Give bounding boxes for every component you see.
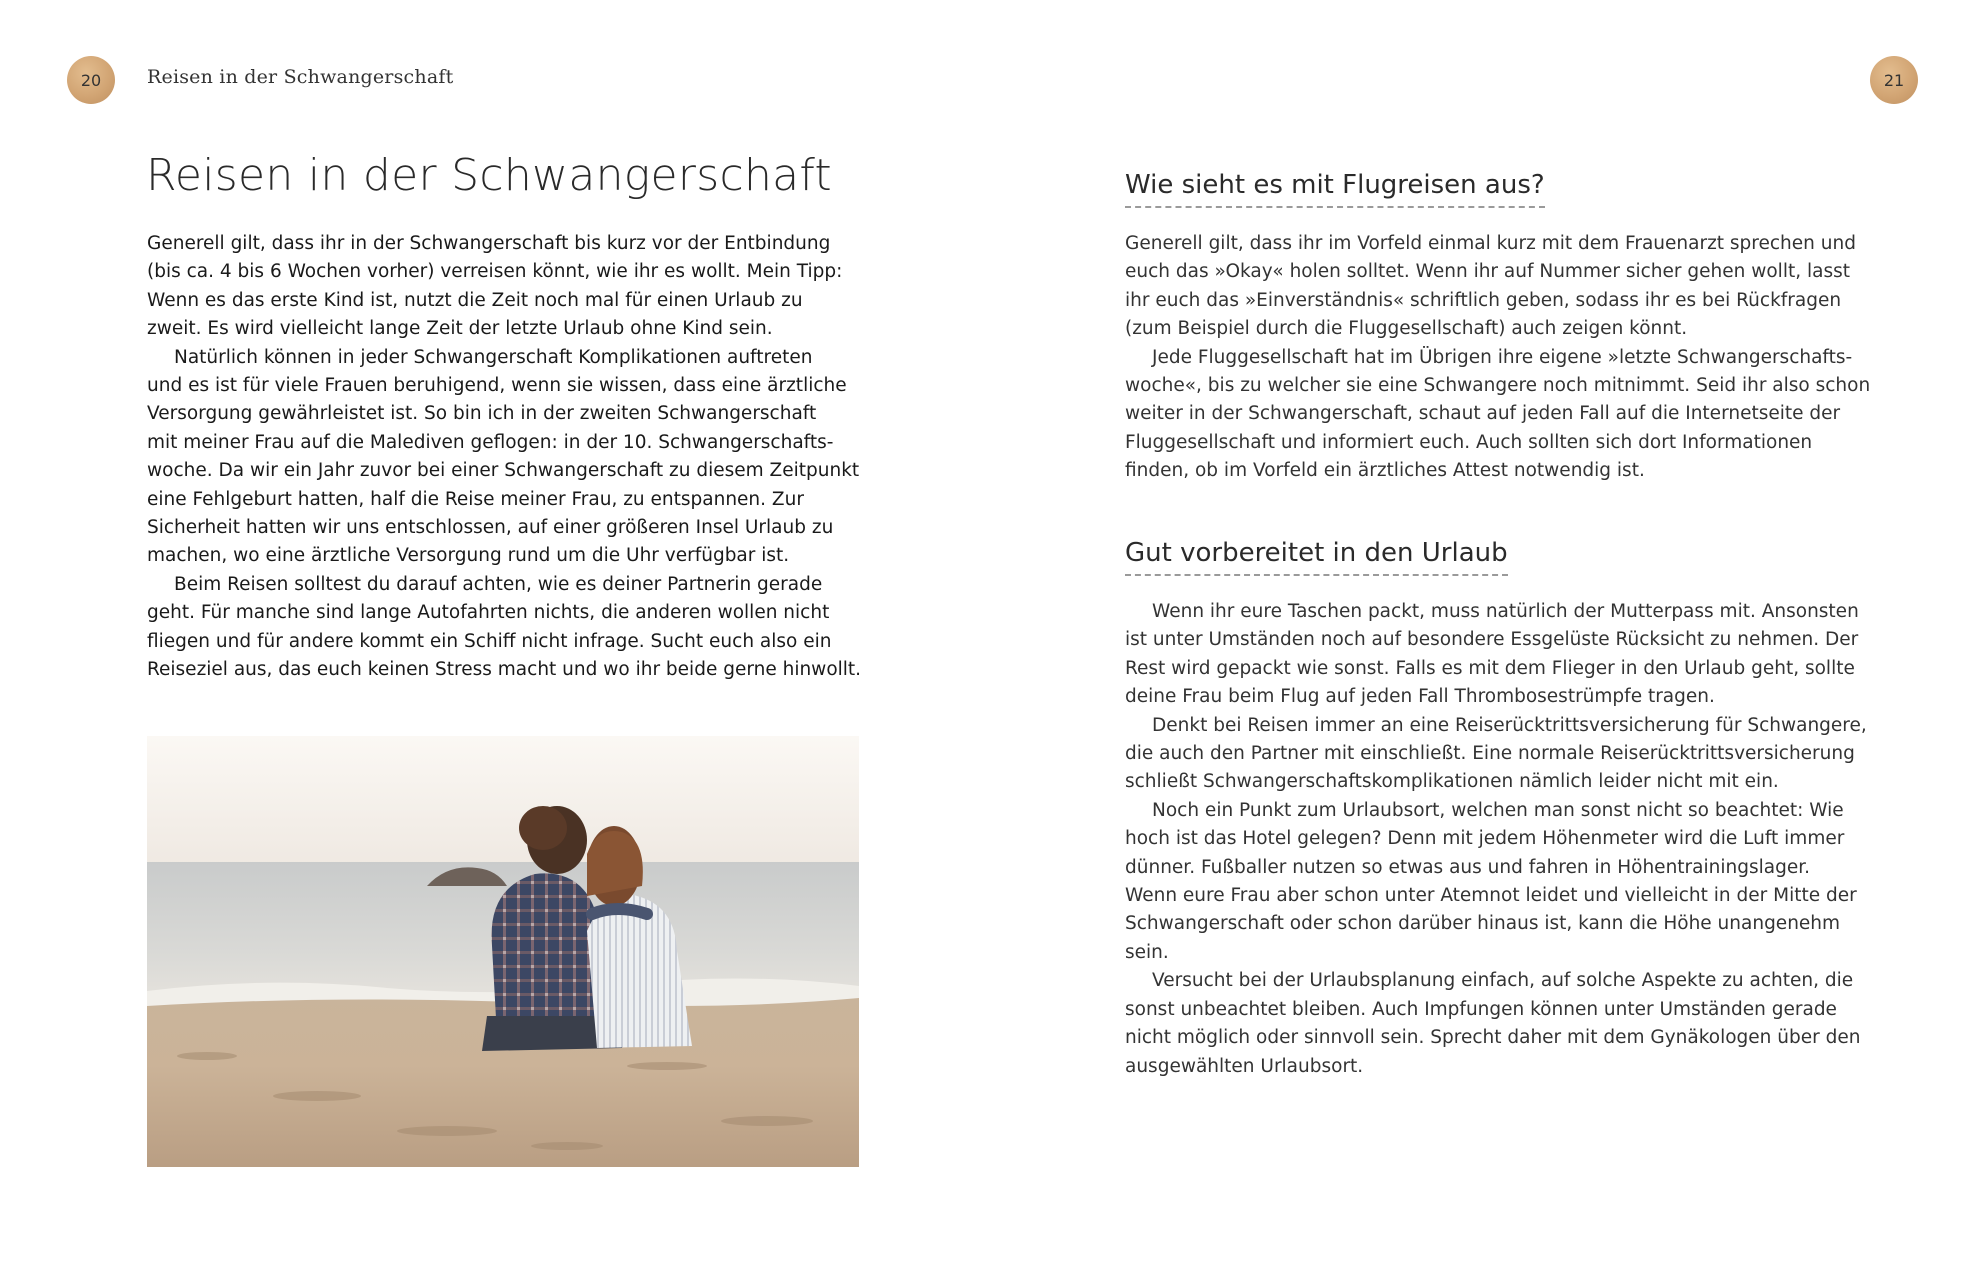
text-line: dünner. Fußballer nutzen so etwas aus und fahren in Höhentrainingslager. bbox=[1125, 856, 1810, 878]
text-line: die auch den Partner mit einschließt. Eine normale Reiserücktrittsversicherung bbox=[1125, 743, 1855, 765]
text-line: und es ist für viele Frauen beruhigend, wenn sie wissen, dass eine ärztliche bbox=[147, 375, 847, 397]
text-line: Generell gilt, dass ihr im Vorfeld einmal kurz mit dem Frauenarzt sprechen und bbox=[1125, 233, 1856, 254]
text-line: ihr euch das »Einverständnis« schriftlich geben, sodass ihr es bei Rückfragen bbox=[1125, 289, 1842, 311]
text-line: woche«, bis zu welcher sie eine Schwangere noch mitnimmt. Seid ihr also schon bbox=[1125, 375, 1871, 397]
paragraph bbox=[1125, 344, 1871, 486]
page-number-left bbox=[67, 56, 115, 104]
text-line: Wenn eure Frau aber schon unter Atemnot leidet und vielleicht in der Mitte der bbox=[1125, 885, 1857, 907]
text-line: deine Frau beim Flug auf jeden Fall Thrombosestrümpfe tragen. bbox=[1125, 686, 1715, 708]
text-line: machen, wo eine ärztliche Versorgung rund um die Uhr verfügbar ist. bbox=[147, 545, 790, 567]
paragraph bbox=[1125, 230, 1856, 344]
paragraph bbox=[147, 571, 867, 685]
text-line: Jede Fluggesellschaft hat im Übrigen ihre eigene »letzte Schwangerschafts- bbox=[1152, 346, 1853, 368]
paragraph bbox=[147, 230, 867, 344]
paragraph bbox=[1125, 712, 1867, 797]
paragraph bbox=[1125, 598, 1859, 712]
text-line: ist unter Umständen noch auf besondere Essgelüste Rücksicht zu nehmen. Der bbox=[1125, 629, 1859, 651]
paragraph bbox=[1125, 797, 1857, 967]
text-line: finden, ob im Vorfeld ein ärztliches Attest notwendig ist. bbox=[1125, 460, 1645, 482]
text-line: Versucht bei der Urlaubsplanung einfach, auf solche Aspekte zu achten, die bbox=[1152, 970, 1854, 992]
text-line: hoch ist das Hotel gelegen? Denn mit jedem Höhenmeter wird die Luft immer bbox=[1125, 828, 1845, 850]
arm-around bbox=[592, 909, 647, 914]
paragraph bbox=[1125, 967, 1861, 1081]
text-line: Sicherheit hatten wir uns entschlossen, auf einer größeren Insel Urlaub zu bbox=[147, 517, 834, 539]
page-number-right-text: 21 bbox=[1883, 70, 1905, 90]
text-line: weiter in der Schwangerschaft, schaut auf jeden Fall auf die Internetseite der bbox=[1125, 403, 1841, 425]
text-line: Schwangerschaft oder schon darüber hinaus ist, kann die Höhe unangenehm bbox=[1125, 913, 1841, 935]
preparation-body-text bbox=[1125, 598, 1867, 1081]
text-line: fliegen und für andere kommt ein Schiff nicht infrage. Sucht euch also ein bbox=[147, 630, 832, 652]
page-number-left-text: 20 bbox=[80, 70, 102, 90]
page-number-right bbox=[1870, 56, 1918, 104]
text-line: woche. Da wir ein Jahr zuvor bei einer Schwangerschaft zu diesem Zeitpunkt bbox=[147, 460, 860, 482]
left-body-text bbox=[147, 230, 867, 685]
beach-couple-photo bbox=[147, 736, 859, 1167]
paragraph bbox=[147, 344, 867, 571]
text-line: schließt Schwangerschaftskomplikationen nämlich leider nicht mit ein. bbox=[1125, 771, 1779, 793]
text-line: zweit. Es wird vielleicht lange Zeit der letzte Urlaub ohne Kind sein. bbox=[147, 318, 773, 340]
text-line: sein. bbox=[1125, 941, 1169, 963]
page-title: Reisen in der Schwangerschaft bbox=[146, 150, 832, 201]
flights-body-text bbox=[1125, 230, 1871, 486]
text-line: Versorgung gewährleistet ist. So bin ich in der zweiten Schwangerschaft bbox=[147, 403, 817, 425]
section-heading-flights: Wie sieht es mit Flugreisen aus? bbox=[1125, 168, 1545, 208]
text-line: Rest wird gepackt wie sonst. Falls es mit dem Flieger in den Urlaub geht, sollte bbox=[1125, 657, 1855, 679]
text-line: Beim Reisen solltest du darauf achten, wie es deiner Partnerin gerade bbox=[174, 573, 823, 595]
text-line: Wenn es das erste Kind ist, nutzt die Zeit noch mal für einen Urlaub zu bbox=[147, 289, 803, 311]
text-line: nicht möglich oder sinnvoll sein. Sprecht daher mit dem Gynäkologen über den bbox=[1125, 1027, 1861, 1049]
text-line: (bis ca. 4 bis 6 Wochen vorher) verreisen könnt, wie ihr es wollt. Mein Tipp: bbox=[147, 261, 843, 283]
text-line: Noch ein Punkt zum Urlaubsort, welchen man sonst nicht so beachtet: Wie bbox=[1152, 799, 1844, 821]
text-line: Fluggesellschaft und informiert euch. Auch sollten sich dort Informationen bbox=[1125, 431, 1813, 453]
section-heading-preparation: Gut vorbereitet in den Urlaub bbox=[1125, 536, 1508, 576]
text-line: geht. Für manche sind lange Autofahrten nichts, die anderen wollen nicht bbox=[147, 602, 830, 624]
text-line: euch das »Okay« holen solltet. Wenn ihr auf Nummer sicher gehen wollt, lasst bbox=[1125, 261, 1850, 283]
text-line: Denkt bei Reisen immer an eine Reiserücktrittsversicherung für Schwangere, bbox=[1152, 714, 1867, 736]
text-line: Reiseziel aus, das euch keinen Stress macht und wo ihr beide gerne hinwollt. bbox=[147, 659, 862, 681]
text-line: Generell gilt, dass ihr in der Schwangerschaft bis kurz vor der Entbindung bbox=[147, 233, 831, 254]
text-line: Wenn ihr eure Taschen packt, muss natürlich der Mutterpass mit. Ansonsten bbox=[1152, 601, 1859, 622]
text-line: mit meiner Frau auf die Malediven geflogen: in der 10. Schwangerschafts- bbox=[147, 431, 834, 453]
running-header: Reisen in der Schwangerschaft bbox=[147, 66, 454, 88]
text-line: (zum Beispiel durch die Fluggesellschaft) auch zeigen könnt. bbox=[1125, 318, 1688, 340]
text-line: ausgewählten Urlaubsort. bbox=[1125, 1055, 1364, 1077]
text-line: eine Fehlgeburt hatten, half die Reise meiner Frau, zu entspannen. Zur bbox=[147, 488, 804, 510]
text-line: sonst unbeachtet bleiben. Auch Impfungen können unter Umständen gerade bbox=[1125, 998, 1837, 1020]
sky bbox=[147, 736, 859, 866]
text-line: Natürlich können in jeder Schwangerschaft Komplikationen auftreten bbox=[174, 346, 813, 368]
